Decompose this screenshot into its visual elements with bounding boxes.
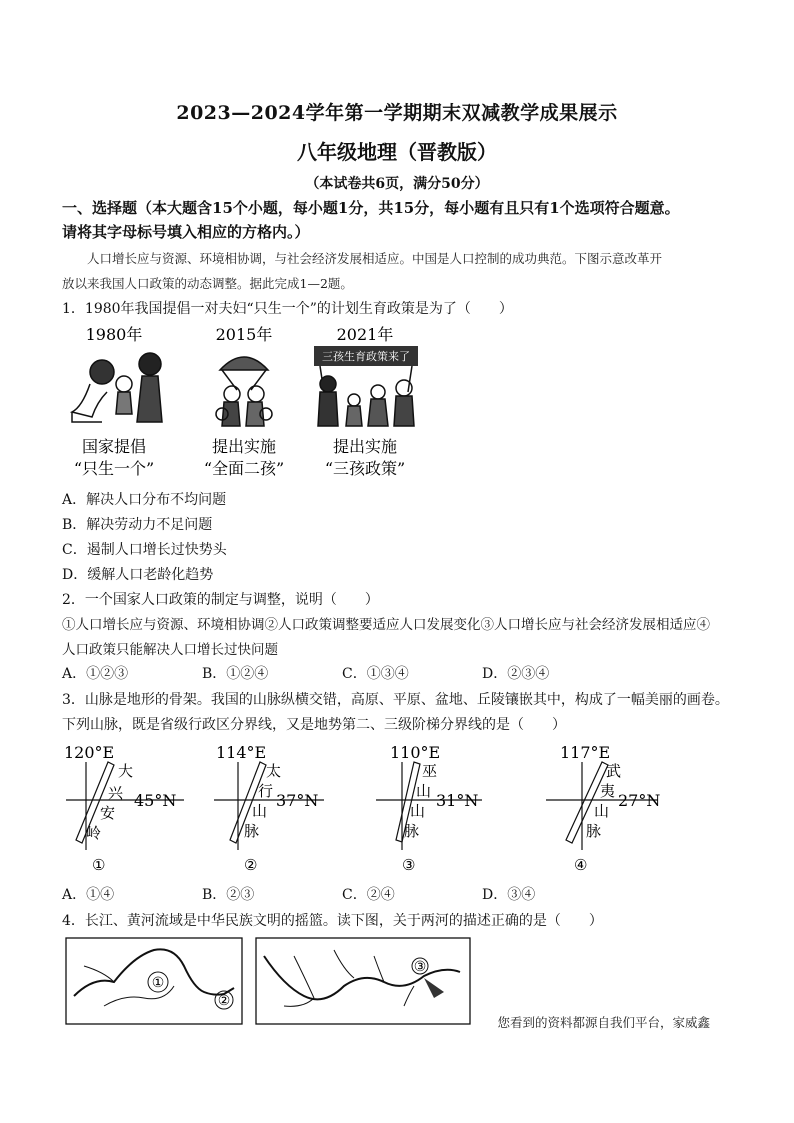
map2-char2: 行 bbox=[258, 782, 274, 800]
q2-option-b[interactable]: B．①②④ bbox=[202, 666, 269, 682]
panel2-caption2: “全面二孩” bbox=[203, 459, 285, 478]
map1-char1: 大 bbox=[118, 762, 134, 780]
q1-stem: 1．1980年我国提倡一对夫妇“只生一个”的计划生育政策是为了（ ） bbox=[62, 301, 513, 317]
watermark-text: 您看到的资料都源自我们平台，家威鑫 bbox=[497, 1015, 710, 1030]
exam-title: 2023—2024学年第一学期期末双减教学成果展示 bbox=[176, 102, 618, 124]
map4-number: ④ bbox=[574, 856, 588, 874]
map-1 bbox=[64, 743, 184, 874]
map3-number: ③ bbox=[402, 856, 416, 874]
q2-stem: 2．一个国家人口政策的制定与调整，说明（ ） bbox=[62, 592, 379, 608]
q2-statements-line1: ①人口增长应与资源、环境相协调②人口政策调整要适应人口发展变化③人口增长应与社会经济发展相适应④ bbox=[62, 617, 710, 633]
map3-char4: 脉 bbox=[404, 822, 420, 840]
q2-statements-line2: 人口政策只能解决人口增长过快问题 bbox=[62, 642, 278, 658]
map2-latitude: 37°N bbox=[276, 791, 319, 810]
map2-char3: 山 bbox=[252, 802, 268, 820]
map2-char4: 脉 bbox=[244, 822, 260, 840]
q2-options bbox=[62, 663, 682, 685]
exam-subtitle: 八年级地理（晋教版） bbox=[297, 140, 497, 164]
q1-cartoon-figure bbox=[62, 322, 432, 482]
panel3-drawing bbox=[318, 366, 414, 426]
river-basin-maps bbox=[64, 936, 474, 1028]
map3-latitude: 31°N bbox=[436, 791, 479, 810]
panel1-year: 1980年 bbox=[85, 325, 143, 344]
q3-option-a[interactable]: A．①④ bbox=[62, 887, 115, 903]
panel1-caption2: “只生一个” bbox=[73, 459, 155, 478]
map1-longitude: 120°E bbox=[64, 743, 115, 762]
section-heading-line2: 请将其字母标号填入相应的方格内。） bbox=[62, 223, 310, 241]
yangtze-river-map-frame bbox=[256, 938, 470, 1024]
yangtze-river-line bbox=[264, 956, 460, 999]
panel3-caption2: “三孩政策” bbox=[324, 459, 406, 478]
map2-char1: 太 bbox=[266, 762, 282, 780]
label-1: ① bbox=[151, 975, 165, 991]
map2-longitude: 114°E bbox=[216, 743, 267, 762]
q3-option-d[interactable]: D．③④ bbox=[482, 887, 536, 903]
q4-stem: 4．长江、黄河流域是中华民族文明的摇篮。读下图，关于两河的描述正确的是（ ） bbox=[62, 913, 603, 929]
map-2 bbox=[214, 743, 324, 874]
exam-note: （本试卷共6页，满分50分） bbox=[305, 176, 489, 192]
map-3 bbox=[376, 743, 482, 874]
q1-option-c[interactable]: C．遏制人口增长过快势头 bbox=[62, 542, 227, 558]
q3-option-b[interactable]: B．②③ bbox=[202, 887, 255, 903]
map4-char2: 夷 bbox=[600, 782, 616, 800]
intro-line1: 人口增长应与资源、环境相协调，与社会经济发展相适应。中国是人口控制的成功典范。下图示意改革开 bbox=[87, 251, 663, 266]
panel1-drawing bbox=[72, 353, 162, 422]
q3-stem-line1: 3．山脉是地形的骨架。我国的山脉纵横交错，高原、平原、盆地、丘陵镶嵌其中，构成了一幅美丽的画卷。 bbox=[62, 692, 729, 708]
q3-option-c[interactable]: C．②④ bbox=[342, 887, 395, 903]
q3-mountain-maps bbox=[62, 740, 662, 880]
q2-option-c[interactable]: C．①③④ bbox=[342, 666, 409, 682]
q2-option-a[interactable]: A．①②③ bbox=[62, 666, 129, 682]
label-2: ② bbox=[217, 993, 231, 1009]
map-4 bbox=[546, 743, 660, 874]
map2-number: ② bbox=[244, 856, 258, 874]
panel3-banner-text: 三孩生育政策来了 bbox=[322, 350, 410, 363]
map3-char1: 巫 bbox=[422, 762, 438, 780]
panel2-caption1: 提出实施 bbox=[211, 437, 277, 456]
panel1-caption1: 国家提倡 bbox=[81, 437, 147, 456]
q1-option-a[interactable]: A．解决人口分布不均问题 bbox=[62, 492, 227, 508]
q1-option-d[interactable]: D．缓解人口老龄化趋势 bbox=[62, 567, 214, 583]
intro-line2: 放以来我国人口政策的动态调整。据此完成1—2题。 bbox=[62, 276, 353, 291]
panel3-year: 2021年 bbox=[336, 325, 394, 344]
panel3-caption1: 提出实施 bbox=[332, 437, 398, 456]
map1-char2: 兴 bbox=[108, 784, 124, 802]
panel2-year: 2015年 bbox=[215, 325, 273, 344]
map4-latitude: 27°N bbox=[618, 791, 661, 810]
map4-char4: 脉 bbox=[586, 822, 602, 840]
q2-option-d[interactable]: D．②③④ bbox=[482, 666, 550, 682]
q1-option-b[interactable]: B．解决劳动力不足问题 bbox=[62, 517, 213, 533]
map1-number: ① bbox=[92, 856, 106, 874]
panel2-drawing bbox=[216, 357, 272, 426]
map3-char2: 山 bbox=[416, 782, 432, 800]
label-3: ③ bbox=[413, 959, 427, 975]
map4-char1: 武 bbox=[606, 762, 622, 780]
q4-river-maps bbox=[64, 936, 474, 1028]
map1-latitude: 45°N bbox=[134, 791, 177, 810]
map4-char3: 山 bbox=[594, 802, 610, 820]
map1-char4: 岭 bbox=[86, 824, 102, 842]
population-policy-cartoon bbox=[62, 322, 432, 482]
mountain-range-maps bbox=[62, 740, 662, 880]
q3-stem-line2: 下列山脉，既是省级行政区分界线，又是地势第二、三级阶梯分界线的是（ ） bbox=[62, 717, 566, 733]
map3-longitude: 110°E bbox=[390, 743, 441, 762]
section-heading-line1: 一、选择题（本大题含15个小题，每小题1分，共15分，每小题有且只有1个选项符合题意。 bbox=[62, 199, 680, 217]
map3-char3: 山 bbox=[410, 802, 426, 820]
q3-options bbox=[62, 884, 682, 906]
map1-char3: 安 bbox=[100, 804, 116, 822]
map4-longitude: 117°E bbox=[560, 743, 611, 762]
